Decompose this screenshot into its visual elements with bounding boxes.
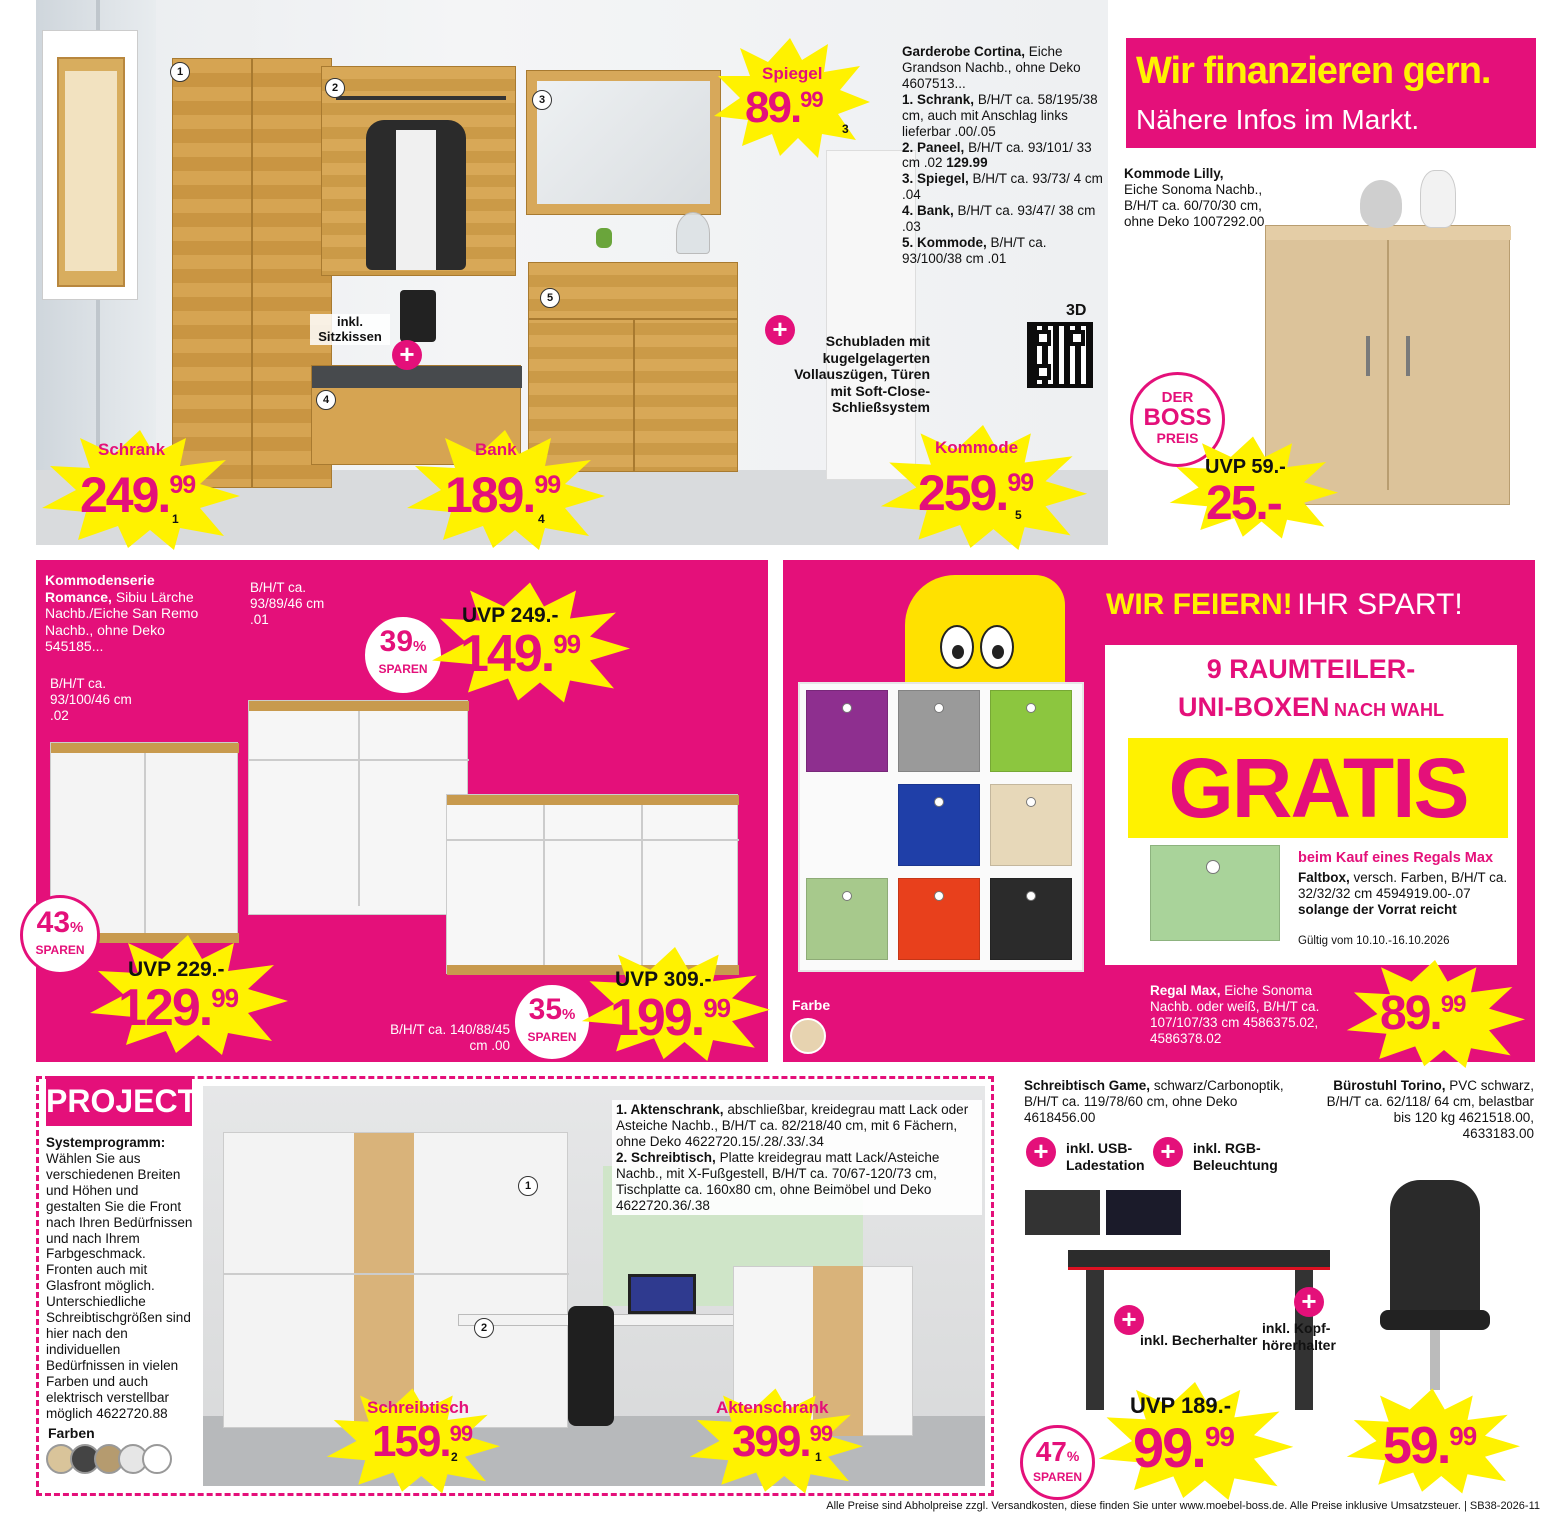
item-5-text: B/H/T ca. 93/100/38 cm .01: [902, 235, 1047, 266]
romance-dims-a: B/H/T ca. 93/89/46 cm .01: [250, 580, 325, 627]
lilly-price: 25.-: [1206, 477, 1281, 530]
feature-text: Schubladen mit kugelgelagerten Vollauszügen, Türen mit Soft-Close-Schließsystem: [794, 333, 930, 416]
romance-badge-2: 43% SPAREN: [20, 895, 100, 975]
finance-subtitle: Nähere Infos im Markt.: [1136, 104, 1420, 135]
feature-plus-icon: +: [765, 315, 795, 345]
romance-description: [45, 572, 220, 655]
headline-a: WIR FEIERN!: [1106, 588, 1293, 621]
usb-feature: inkl. USB-Ladestation: [1066, 1140, 1145, 1173]
uni-box: [898, 878, 980, 960]
rgb-detail-image: [1106, 1190, 1181, 1235]
headline-b: IHR SPART!: [1297, 588, 1463, 621]
regal-price: 89.99: [1380, 987, 1466, 1040]
romance-desc: Sibiu Lärche Nachb./Eiche San Remo Nachb., ohne Deko 545185...: [45, 588, 199, 655]
becher-plus-icon: +: [1114, 1305, 1144, 1335]
aktenschrank-image: [223, 1132, 568, 1428]
schrank-num: 1: [172, 512, 179, 526]
gaming-description: [1024, 1078, 1304, 1126]
farbe-label: Farbe: [792, 997, 831, 1013]
wardrobe-thumbnail: [42, 30, 138, 300]
tag-1: 1: [170, 62, 190, 82]
aktenschrank-num: 1: [815, 1450, 822, 1464]
boss-top: DER: [1161, 389, 1194, 406]
lilly-uvp: UVP 59.-: [1205, 456, 1286, 478]
becher-feature: inkl. Becherhalter: [1140, 1332, 1258, 1348]
footer-note: Alle Preise sind Abholpreise zzgl. Versandkosten, diese finden Sie unter www.moebel-boss.de. Alle Preise inklusive Umsatzsteuer. | SB38-2026-11: [826, 1500, 1540, 1512]
tag-4: 4: [316, 390, 336, 410]
gaming-uvp: UVP 189.-: [1130, 1393, 1232, 1418]
schreibtisch-label: Schreibtisch: [367, 1398, 470, 1417]
project-brand: PROJECT: [46, 1076, 192, 1126]
beim-kauf: beim Kauf eines Regals Max: [1298, 850, 1494, 866]
gaming-price: 99.99: [1133, 1416, 1235, 1479]
uni-box: [898, 784, 980, 866]
item-3-name: 3. Spiegel,: [902, 171, 969, 187]
chair-title: Bürostuhl Torino,: [1333, 1078, 1446, 1093]
gaming-text: schwarz/Carbonoptik, B/H/T ca. 119/78/60 cm, ohne Deko 4618456.00: [1024, 1078, 1284, 1125]
kommode-num: 5: [1015, 508, 1022, 522]
kopf-plus-icon: +: [1294, 1287, 1324, 1317]
faltbox-title: Faltbox,: [1298, 870, 1350, 885]
romance-price-3: 199.99: [610, 989, 731, 1047]
bank-label: Bank: [475, 440, 517, 459]
item-3-text: B/H/T ca. 93/73/ 4 cm .04: [902, 171, 1103, 203]
celebrate-headline: [1106, 588, 1463, 622]
chair-image: [1390, 1180, 1480, 1320]
aktenschrank-label: Aktenschrank: [716, 1398, 829, 1417]
uni-box: [990, 878, 1072, 960]
project-item1-name: 1. Aktenschrank,: [616, 1102, 724, 1117]
tag-2: 2: [325, 78, 345, 98]
romance-badge-3: 35% SPAREN: [512, 982, 592, 1062]
finance-banner: [1126, 38, 1536, 148]
schreibtisch-num: 2: [451, 1450, 458, 1464]
uni-box: [806, 690, 888, 772]
romance-title: Kommodenserie Romance,: [45, 572, 155, 605]
rgb-plus-icon: +: [1153, 1137, 1183, 1167]
boss-bot: PREIS: [1156, 430, 1199, 446]
farbe-swatch[interactable]: [790, 1018, 826, 1054]
uni-box: [806, 878, 888, 960]
office-tag-2: 2: [474, 1318, 494, 1338]
gueltig-note: Gültig vom 10.10.-16.10.2026: [1298, 935, 1450, 947]
romance-dims-c: B/H/T ca. 140/88/45 cm .00: [390, 1022, 510, 1053]
item-2-name: 2. Paneel,: [902, 139, 965, 155]
tag-3: 3: [532, 90, 552, 110]
farben-label: Farben: [48, 1425, 95, 1441]
romance-badge-1: 39% SPAREN: [362, 614, 444, 696]
color-swatch[interactable]: [142, 1444, 172, 1474]
item-1-text: B/H/T ca. 58/195/38 cm, auch mit Anschlag links lieferbar .00/.05: [902, 91, 1098, 139]
project-items-text: [612, 1100, 982, 1215]
chair-price: 59.99: [1383, 1417, 1477, 1475]
gaming-desk-image: [1068, 1250, 1330, 1270]
usb-plus-icon: +: [1026, 1137, 1056, 1167]
schrank-price: 249.99: [80, 467, 196, 523]
rgb-feature: inkl. RGB-Beleuchtung: [1193, 1140, 1278, 1173]
project-system-text: [46, 1135, 196, 1422]
romance-uvp-1: UVP 249.-: [462, 604, 559, 627]
uni-box: [990, 690, 1072, 772]
schreibtisch-price: 159.99: [372, 1417, 473, 1466]
chair-text: PVC schwarz, B/H/T ca. 62/118/ 64 cm, belastbar bis 120 kg 4621518.00, 4633183.00: [1326, 1078, 1534, 1141]
garderobe-desc: Eiche Grandson Nachb., ohne Deko 4607513...: [902, 44, 1081, 91]
item-2-text: B/H/T ca. 93/101/ 33 cm .02: [902, 139, 1092, 171]
garderobe-description: [902, 44, 1106, 267]
box-line1: 9 RAUMTEILER-: [1206, 654, 1416, 684]
regal-text: Eiche Sonoma Nachb. oder weiß, B/H/T ca. 107/107/33 cm 4586375.02, 4586378.02: [1150, 983, 1320, 1046]
project-item2-text: Platte kreidegrau matt Lack/Asteiche Nachb., mit X-Fußgestell, B/H/T ca. 70/67-120/73 cm, Tischplatte ca. 160x80 cm, ohne Beimöbel und Deko 4622720.36/.38: [616, 1149, 940, 1213]
vorrat-note: solange der Vorrat reicht: [1298, 901, 1457, 917]
boss-mid: BOSS: [1143, 404, 1212, 431]
sitzkissen-note: inkl. Sitzkissen: [310, 314, 390, 345]
spiegel-price: 89.99: [745, 83, 823, 132]
spiegel-num: 3: [842, 122, 849, 136]
item-4-text: B/H/T ca. 93/47/ 38 cm .03: [902, 203, 1096, 235]
kommode-label: Kommode: [935, 438, 1019, 457]
spiegel-label: Spiegel: [762, 64, 823, 83]
sys-title: Systemprogramm:: [46, 1135, 166, 1150]
usb-detail-image: [1025, 1190, 1100, 1235]
item-2-price: 129.99: [946, 155, 988, 171]
gaming-title: Schreibtisch Game,: [1024, 1078, 1151, 1093]
sitzkissen-plus-icon: +: [392, 340, 422, 370]
sys-text: Wählen Sie aus verschiedenen Breiten und Höhen und gestalten Sie die Front nach Ihren Bedürfnissen und nach Ihrem Farbgeschmack. Fronten auch mit Glasfront möglich. Unterschiedliche Schreibtischgrößen sind hier nach den individuellen Bedürfnissen in vielen Farben und auch elektrisch verstellbar möglich 4622720.88: [46, 1150, 193, 1421]
finance-title: Wir finanzieren gern.: [1136, 50, 1491, 92]
item-1-name: 1. Schrank,: [902, 91, 975, 107]
schrank-label: Schrank: [98, 440, 166, 459]
gaming-pct-badge: 47% SPAREN: [1020, 1425, 1095, 1500]
faltbox-text: [1298, 870, 1513, 918]
romance-price-1: 149.99: [460, 625, 581, 683]
project-item2-name: 2. Schreibtisch,: [616, 1149, 716, 1165]
romance-kommode-tall: [248, 700, 468, 915]
item-4-name: 4. Bank,: [902, 203, 954, 219]
regal-description: [1150, 983, 1320, 1047]
bank-price: 189.99: [445, 467, 561, 523]
romance-uvp-2: UVP 229.-: [128, 958, 225, 981]
kopf-feature: inkl. Kopf-hörerhalter: [1262, 1320, 1336, 1353]
uni-box: [898, 690, 980, 772]
kommode-price: 259.99: [918, 465, 1034, 521]
uni-box: [990, 784, 1072, 866]
lilly-description: [1124, 166, 1274, 230]
romance-price-2: 129.99: [118, 979, 239, 1037]
lilly-text: Eiche Sonoma Nachb., B/H/T ca. 60/70/30 cm, ohne Deko 1007292.00: [1124, 181, 1265, 229]
qr-code[interactable]: [1027, 322, 1093, 388]
regal-title: Regal Max,: [1150, 983, 1221, 998]
gratis-text: GRATIS: [1168, 741, 1468, 835]
romance-dims-b: B/H/T ca. 93/100/46 cm .02: [50, 676, 132, 723]
spiegel-image: [526, 70, 721, 215]
garderobe-title: Garderobe Cortina,: [902, 44, 1026, 59]
faltbox-desc: versch. Farben, B/H/T ca. 32/32/32 cm 4594919.00-.07: [1298, 870, 1508, 901]
lilly-title: Kommode Lilly,: [1124, 166, 1224, 181]
tag-5: 5: [540, 288, 560, 308]
box-line2: UNI-BOXEN NACH WAHL: [1178, 692, 1444, 722]
aktenschrank-price: 399.99: [732, 1417, 833, 1466]
project-item1-text: abschließbar, kreidegrau matt Lack oder Asteiche Nachb., B/H/T ca. 82/218/40 cm, mit 6 Fächern, ohne Deko 4622720.15/.28/.33/.34: [616, 1102, 969, 1149]
item-5-name: 5. Kommode,: [902, 235, 987, 251]
qr-3d-label: 3D: [1066, 302, 1087, 319]
bank-num: 4: [538, 512, 545, 526]
office-tag-1: 1: [518, 1176, 538, 1196]
romance-uvp-3: UVP 309.-: [615, 968, 712, 991]
chair-description: [1324, 1078, 1534, 1142]
